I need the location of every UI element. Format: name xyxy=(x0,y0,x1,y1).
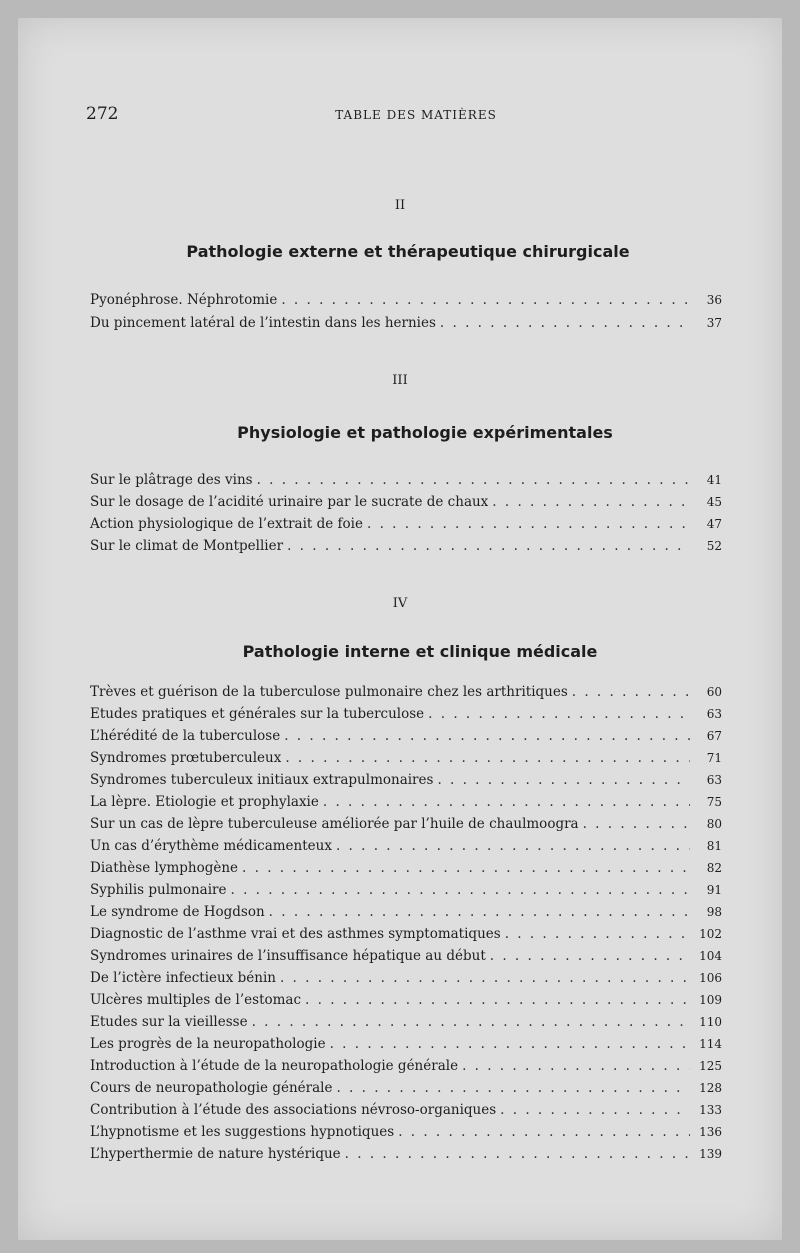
entry-page-number: 114 xyxy=(699,1037,722,1051)
entry-title: Ulcères multiples de l’estomac xyxy=(90,992,302,1008)
dot-leader xyxy=(492,494,690,510)
section-numeral: IV xyxy=(392,596,408,611)
dot-leader xyxy=(242,860,690,876)
entry-title: Sur le climat de Montpellier xyxy=(90,538,284,554)
toc-entry xyxy=(90,538,722,560)
entry-page-number: 106 xyxy=(699,971,722,985)
entry-page-number: 37 xyxy=(706,316,722,330)
dot-leader xyxy=(462,1058,690,1074)
toc-entry xyxy=(90,315,722,337)
dot-leader xyxy=(440,315,690,331)
entry-page-number: 139 xyxy=(699,1147,722,1161)
entry-page-number: 136 xyxy=(699,1125,722,1139)
toc-entry xyxy=(90,970,722,992)
entry-page-number: 52 xyxy=(706,539,722,553)
entry-page-number: 91 xyxy=(706,883,722,897)
entry-page-number: 63 xyxy=(706,707,722,721)
toc-entry xyxy=(90,494,722,516)
entry-title: Syphilis pulmonaire xyxy=(90,882,227,898)
section-heading: Pathologie externe et thérapeutique chirurgicale xyxy=(186,242,630,261)
toc-entry xyxy=(90,838,722,860)
toc-entry xyxy=(90,472,722,494)
entry-title: Cours de neuropathologie générale xyxy=(90,1080,333,1096)
dot-leader xyxy=(345,1146,690,1162)
dot-leader xyxy=(437,772,690,788)
entry-page-number: 67 xyxy=(706,729,722,743)
entry-title: Le syndrome de Hogdson xyxy=(90,904,265,920)
toc-entry xyxy=(90,904,722,926)
entry-page-number: 109 xyxy=(699,993,722,1007)
toc-entry xyxy=(90,948,722,970)
toc-entry xyxy=(90,1036,722,1058)
entry-page-number: 45 xyxy=(706,495,722,509)
toc-entry xyxy=(90,516,722,538)
entry-title: Les progrès de la neuropathologie xyxy=(90,1036,326,1052)
dot-leader xyxy=(287,538,690,554)
entry-page-number: 80 xyxy=(706,817,722,831)
entry-page-number: 98 xyxy=(706,905,722,919)
toc-entry xyxy=(90,1080,722,1102)
entry-page-number: 71 xyxy=(706,751,722,765)
entry-title: La lèpre. Etiologie et prophylaxie xyxy=(90,794,319,810)
dot-leader xyxy=(336,838,690,854)
toc-entry xyxy=(90,1146,722,1168)
dot-leader xyxy=(583,816,690,832)
entry-title: Syndromes tuberculeux initiaux extrapulmonaires xyxy=(90,772,434,788)
dot-leader xyxy=(257,472,690,488)
toc-entry xyxy=(90,706,722,728)
toc-entry xyxy=(90,882,722,904)
entry-title: Sur un cas de lèpre tuberculeuse améliorée par l’huile de chaulmoogra xyxy=(90,816,579,832)
toc-entry xyxy=(90,926,722,948)
entry-title: Syndromes urinaires de l’insuffisance hépatique au début xyxy=(90,948,486,964)
entry-page-number: 60 xyxy=(706,685,722,699)
dot-leader xyxy=(230,882,690,898)
dot-leader xyxy=(305,992,690,1008)
entry-page-number: 125 xyxy=(699,1059,722,1073)
entry-title: L’hypnotisme et les suggestions hypnotiques xyxy=(90,1124,395,1140)
dot-leader xyxy=(252,1014,690,1030)
toc-entry xyxy=(90,292,722,314)
section-numeral: III xyxy=(392,373,408,388)
entry-page-number: 133 xyxy=(699,1103,722,1117)
dot-leader xyxy=(323,794,690,810)
dot-leader xyxy=(500,1102,690,1118)
entry-page-number: 63 xyxy=(706,773,722,787)
entry-title: Diathèse lymphogène xyxy=(90,860,239,876)
toc-entry xyxy=(90,992,722,1014)
toc-entry xyxy=(90,860,722,882)
toc-entry xyxy=(90,794,722,816)
entry-title: Contribution à l’étude des associations névroso-organiques xyxy=(90,1102,497,1118)
dot-leader xyxy=(367,516,690,532)
entry-title: Diagnostic de l’asthme vrai et des asthmes symptomatiques xyxy=(90,926,501,942)
entry-title: Un cas d’érythème médicamenteux xyxy=(90,838,332,854)
dot-leader xyxy=(330,1036,690,1052)
toc-entry xyxy=(90,684,722,706)
dot-leader xyxy=(280,970,690,986)
running-title: TABLE DES MATIÈRES xyxy=(335,108,497,122)
entry-title: L’hyperthermie de nature hystérique xyxy=(90,1146,341,1162)
entry-page-number: 102 xyxy=(699,927,722,941)
toc-entry xyxy=(90,1124,722,1146)
entry-title: Du pincement latéral de l’intestin dans les hernies xyxy=(90,315,436,331)
section-heading: Pathologie interne et clinique médicale xyxy=(242,642,598,661)
toc-entry xyxy=(90,728,722,750)
toc-entry xyxy=(90,1102,722,1124)
entry-title: Etudes sur la vieillesse xyxy=(90,1014,248,1030)
dot-leader xyxy=(281,292,690,308)
toc-entry xyxy=(90,816,722,838)
entry-title: Etudes pratiques et générales sur la tuberculose xyxy=(90,706,425,722)
toc-entry xyxy=(90,1014,722,1036)
entry-page-number: 75 xyxy=(706,795,722,809)
entry-title: Action physiologique de l’extrait de foie xyxy=(90,516,363,532)
dot-leader xyxy=(284,728,690,744)
dot-leader xyxy=(428,706,690,722)
entry-page-number: 47 xyxy=(706,517,722,531)
entry-page-number: 128 xyxy=(699,1081,722,1095)
entry-title: L’hérédité de la tuberculose xyxy=(90,728,281,744)
entry-title: Introduction à l’étude de la neuropathologie générale xyxy=(90,1058,459,1074)
toc-entry xyxy=(90,1058,722,1080)
section-heading: Physiologie et pathologie expérimentales xyxy=(237,423,613,442)
entry-page-number: 81 xyxy=(706,839,722,853)
entry-title: Sur le dosage de l’acidité urinaire par le sucrate de chaux xyxy=(90,494,489,510)
toc-entry xyxy=(90,750,722,772)
entry-page-number: 110 xyxy=(699,1015,722,1029)
dot-leader xyxy=(572,684,690,700)
dot-leader xyxy=(490,948,690,964)
entry-title: Pyonéphrose. Néphrotomie xyxy=(90,292,278,308)
entry-page-number: 36 xyxy=(706,293,722,307)
section-numeral: II xyxy=(394,198,406,213)
page-number: 272 xyxy=(86,104,119,124)
entry-title: Syndromes prœtuberculeux xyxy=(90,750,282,766)
entry-page-number: 41 xyxy=(706,473,722,487)
dot-leader xyxy=(269,904,690,920)
dot-leader xyxy=(398,1124,690,1140)
entry-title: Trèves et guérison de la tuberculose pulmonaire chez les arthritiques xyxy=(90,684,568,700)
dot-leader xyxy=(336,1080,690,1096)
dot-leader xyxy=(285,750,690,766)
entry-title: De l’ictère infectieux bénin xyxy=(90,970,276,986)
toc-entry xyxy=(90,772,722,794)
running-head xyxy=(86,104,746,130)
entry-page-number: 104 xyxy=(699,949,722,963)
entry-title: Sur le plâtrage des vins xyxy=(90,472,253,488)
entry-page-number: 82 xyxy=(706,861,722,875)
dot-leader xyxy=(505,926,690,942)
